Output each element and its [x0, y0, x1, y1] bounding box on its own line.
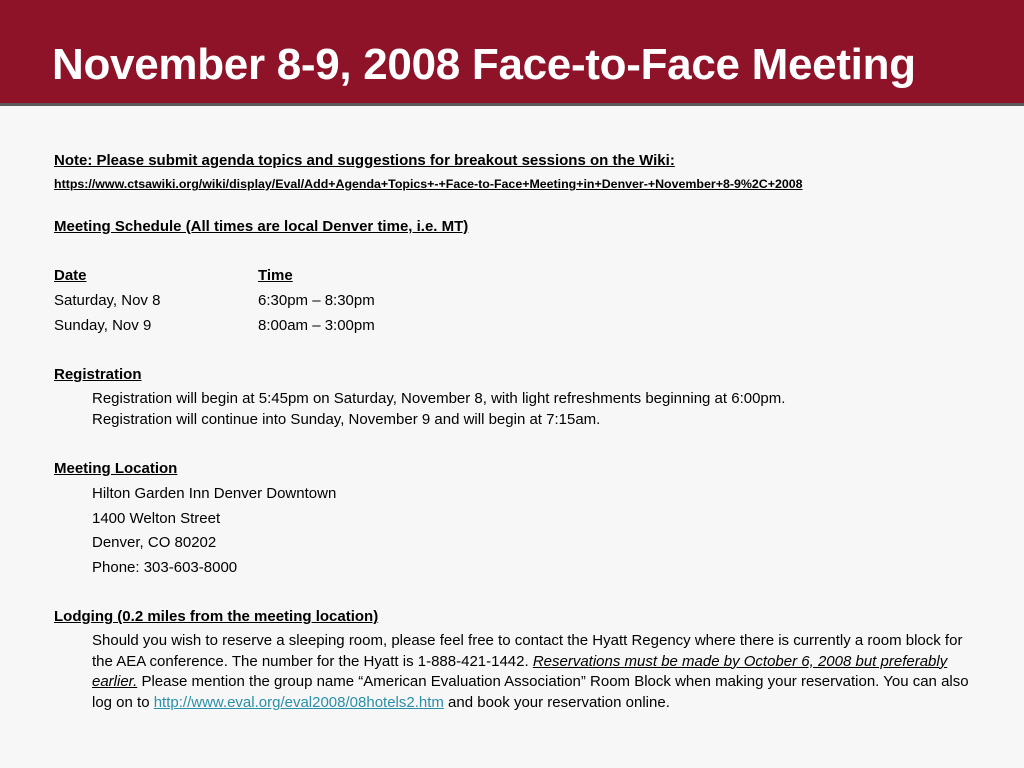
schedule-date-2: Sunday, Nov 9 — [54, 317, 152, 334]
lodging-text-3: and book your reservation online. — [443, 693, 670, 711]
registration-line-2: Registration will continue into Sunday, November 9 and will begin at 7:15am. — [92, 411, 601, 428]
location-street: 1400 Welton Street — [92, 510, 221, 527]
location-venue: Hilton Garden Inn Denver Downtown — [92, 485, 337, 502]
registration-heading: Registration — [54, 366, 142, 383]
schedule-time-1: 6:30pm – 8:30pm — [258, 292, 375, 309]
note-heading: Note: Please submit agenda topics and suggestions for breakout sessions on the Wiki: — [54, 152, 675, 169]
schedule-date-1: Saturday, Nov 8 — [54, 292, 161, 309]
lodging-text-1: Should you wish to reserve a sleeping room, please feel free to contact the Hyatt Regency where there is currently a room block for the AEA conference. The number for the Hyatt is 1-888-421-1442. — [92, 632, 963, 670]
lodging-paragraph — [92, 631, 972, 713]
location-phone: Phone: 303-603-8000 — [92, 559, 238, 576]
schedule-time-2: 8:00am – 3:00pm — [258, 317, 375, 334]
location-heading: Meeting Location — [54, 460, 178, 477]
time-column-header: Time — [258, 267, 293, 284]
lodging-heading: Lodging (0.2 miles from the meeting location) — [54, 608, 379, 625]
wiki-link[interactable]: https://www.ctsawiki.org/wiki/display/Eval/Add+Agenda+Topics+-+Face-to-Face+Meeting+in+Denver-+November+8-9%2C+2008 — [54, 177, 803, 191]
lodging-deadline: Reservations must be made by October 6, 2008 but preferably earlier. — [92, 652, 948, 691]
page-title: November 8-9, 2008 Face-to-Face Meeting — [52, 40, 916, 89]
location-city: Denver, CO 80202 — [92, 534, 217, 551]
hotel-booking-link[interactable]: http://www.eval.org/eval2008/08hotels2.htm — [153, 693, 444, 711]
date-column-header: Date — [54, 267, 87, 284]
lodging-text-2: Please mention the group name “American Evaluation Association” Room Block when making your reservation. You can also log on to — [92, 673, 969, 711]
registration-line-1: Registration will begin at 5:45pm on Saturday, November 8, with light refreshments beginning at 6:00pm. — [92, 390, 786, 407]
schedule-heading: Meeting Schedule (All times are local Denver time, i.e. MT) — [54, 218, 469, 235]
title-bar — [0, 0, 1024, 106]
